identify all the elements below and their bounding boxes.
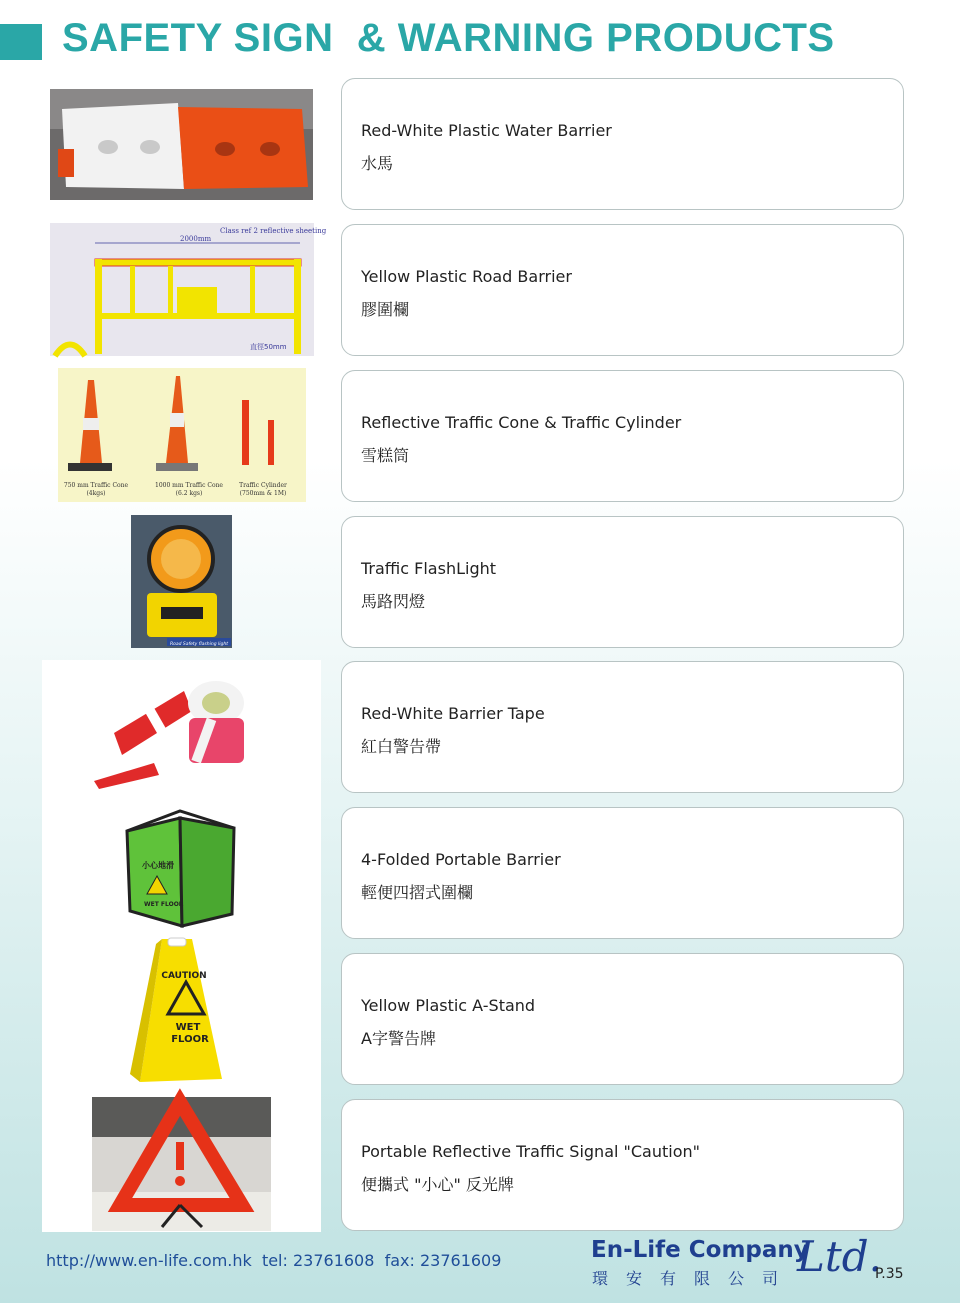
product-name-en: 4-Folded Portable Barrier: [361, 850, 561, 869]
product-name-zh: 水馬: [361, 154, 394, 173]
product-name-zh: 紅白警告帶: [361, 737, 442, 756]
traffic-cone-icon: [58, 368, 306, 502]
product-card-water-barrier: [341, 78, 904, 210]
title-accent-bar: [0, 24, 42, 60]
company-logo-name: En-Life Company: [591, 1237, 809, 1263]
product-card-traffic-cone: [341, 370, 904, 502]
cone-caption-1000-line2: (6.2 kgs): [175, 490, 203, 497]
cone-caption-750-line1: 750 mm Traffic Cone: [63, 482, 129, 489]
road-barrier-label-width: 2000mm: [180, 235, 212, 243]
product-name-zh: 便攜式 "小心" 反光牌: [361, 1175, 514, 1194]
product-name-en: Reflective Traffic Cone & Traffic Cylinder: [361, 413, 682, 432]
product-card-warning-triangle: [341, 1099, 904, 1231]
cylinder-caption-line2: (750mm & 1M): [239, 490, 287, 497]
product-name-en: Yellow Plastic Road Barrier: [361, 267, 572, 286]
product-name-en: Red-White Barrier Tape: [361, 704, 545, 723]
product-card-road-barrier: [341, 224, 904, 356]
product-card-a-stand: [341, 953, 904, 1085]
cone-caption-1000-line1: 1000 mm Traffic Cone: [155, 482, 223, 489]
road-barrier-label-top: Class ref 2 reflective sheeting: [220, 227, 327, 235]
product-name-en: Portable Reflective Traffic Signal "Caution": [361, 1142, 701, 1161]
barrier-tape-icon: [94, 663, 252, 789]
road-barrier-label-base: 直徑50mm: [250, 343, 287, 351]
product-name-zh: 膠圍欄: [361, 300, 410, 319]
company-logo-chinese: 環安有限公司: [592, 1269, 797, 1288]
footer-contact-info: http://www.en-life.com.hk tel: 23761608 fax: 23761609: [46, 1251, 502, 1270]
product-name-en: Red-White Plastic Water Barrier: [361, 121, 612, 140]
cylinder-caption-line1: Traffic Cylinder: [239, 482, 287, 489]
a-stand-label-caution: CAUTION: [161, 971, 207, 981]
a-stand-label-floor: FLOOR: [171, 1034, 209, 1045]
flashlight-icon: [131, 515, 232, 648]
page-title: SAFETY SIGN & WARNING PRODUCTS: [62, 16, 835, 60]
water-barrier-icon: [50, 89, 313, 200]
flashlight-caption: Road Safety flashing light: [170, 642, 228, 647]
product-card-barrier-tape: [341, 661, 904, 793]
folding-barrier-label-cn: 小心地滑: [142, 861, 174, 870]
product-name-en: Traffic FlashLight: [361, 559, 497, 578]
folding-barrier-icon: [122, 806, 240, 932]
warning-triangle-icon: [92, 1097, 271, 1231]
product-name-en: Yellow Plastic A-Stand: [361, 996, 536, 1015]
a-stand-label-wet: WET: [175, 1022, 201, 1033]
product-name-zh: 輕便四摺式圍欄: [361, 883, 474, 902]
product-name-zh: 雪糕筒: [361, 446, 410, 465]
product-card-folding-barrier: [341, 807, 904, 939]
a-stand-icon: [126, 934, 226, 1086]
folding-barrier-label-en: WET FLOOR: [144, 901, 184, 908]
page-number: P.35: [875, 1266, 904, 1282]
cone-caption-750-line2: (4kgs): [86, 490, 106, 497]
product-name-zh: 馬路閃燈: [361, 592, 426, 611]
company-logo-ltd: Ltd.: [797, 1232, 883, 1281]
product-card-flashlight: [341, 516, 904, 648]
road-barrier-icon: [50, 223, 327, 356]
product-name-zh: A字警告牌: [361, 1029, 436, 1048]
